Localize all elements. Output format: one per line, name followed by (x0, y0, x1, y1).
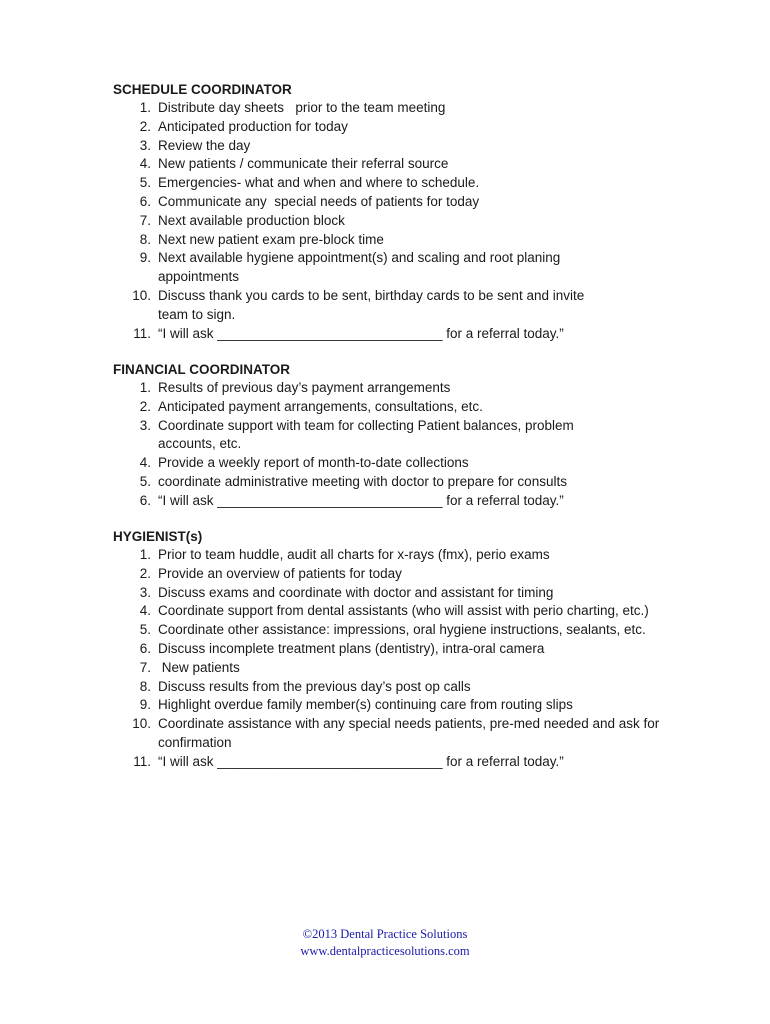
item-number: 5. (139, 473, 151, 489)
schedule-coordinator-section (113, 80, 673, 343)
item-text: Anticipated production for today (158, 118, 348, 134)
item-text: Next available hygiene appointment(s) and scaling and root planing appointments (158, 250, 561, 285)
hygienist-list (113, 546, 673, 772)
item-text: Communicate any special needs of patients for today (158, 193, 480, 209)
list-item (113, 137, 673, 156)
item-text: Discuss results from the previous day’s post op calls (158, 678, 471, 694)
item-number: 8. (139, 231, 151, 247)
item-text: New patients / communicate their referral source (158, 156, 449, 172)
item-text: Review the day (158, 137, 251, 153)
item-number: 11. (133, 753, 151, 769)
section-heading: FINANCIAL COORDINATOR (113, 362, 290, 377)
list-item (113, 398, 673, 417)
item-text: coordinate administrative meeting with doctor to prepare for consults (158, 473, 567, 489)
item-text: “I will ask ______________________________ for a referral today.” (158, 325, 564, 341)
item-text: Highlight overdue family member(s) continuing care from routing slips (158, 697, 573, 713)
item-text: Results of previous day’s payment arrangements (158, 380, 451, 395)
website-link[interactable]: www.dentalpracticesolutions.com (300, 944, 470, 958)
list-item (113, 379, 673, 398)
item-number: 2. (139, 565, 151, 581)
item-number: 11. (133, 325, 151, 341)
item-number: 1. (139, 547, 151, 562)
item-number: 2. (139, 398, 151, 414)
list-item (113, 325, 673, 344)
list-item (113, 212, 673, 231)
item-text: New patients (158, 659, 240, 675)
financial-coordinator-list (113, 379, 673, 511)
list-item (113, 118, 673, 137)
item-text: Emergencies- what and when and where to schedule. (158, 175, 480, 191)
item-text: Discuss exams and coordinate with doctor and assistant for timing (158, 584, 554, 600)
item-text: Next available production block (158, 212, 345, 228)
item-number: 2. (139, 118, 151, 134)
list-item (113, 417, 673, 455)
item-text: Coordinate support with team for collecting Patient balances, problem accounts, etc. (158, 417, 574, 452)
list-item (113, 287, 673, 325)
item-text: Next new patient exam pre-block time (158, 231, 384, 247)
item-number: 1. (139, 380, 151, 395)
item-number: 10. (132, 287, 151, 303)
item-number: 10. (132, 716, 151, 732)
item-text: Discuss thank you cards to be sent, birthday cards to be sent and invite team to sign. (158, 287, 585, 322)
item-number: 7. (139, 212, 151, 228)
list-item (113, 492, 673, 511)
list-item (113, 565, 673, 584)
financial-coordinator-section (113, 360, 673, 511)
list-item (113, 249, 673, 287)
list-item (113, 546, 673, 565)
list-item (113, 602, 673, 621)
item-text: Provide an overview of patients for today (158, 565, 402, 581)
item-text: Coordinate support from dental assistants (who will assist with perio charting, etc.) (158, 603, 649, 619)
section-heading: HYGIENIST(s) (113, 529, 203, 544)
item-text: Coordinate other assistance: impressions, oral hygiene instructions, sealants, etc. (158, 622, 646, 638)
hygienist-section (113, 527, 673, 772)
list-item (113, 155, 673, 174)
item-number: 9. (139, 250, 151, 266)
item-number: 3. (139, 417, 151, 433)
item-number: 3. (139, 137, 151, 153)
item-number: 6. (139, 193, 151, 209)
list-item (113, 473, 673, 492)
item-number: 4. (139, 455, 151, 471)
list-item (113, 696, 673, 715)
item-text: Distribute day sheets prior to the team meeting (158, 100, 446, 115)
list-item (113, 659, 673, 678)
item-number: 5. (139, 175, 151, 191)
item-text: Coordinate assistance with any special needs patients, pre-med needed and ask for confirmation (158, 716, 660, 750)
item-number: 8. (139, 678, 151, 694)
item-number: 4. (139, 603, 151, 619)
list-item (113, 231, 673, 250)
page-footer (0, 926, 770, 960)
list-item (113, 640, 673, 659)
item-number: 5. (139, 622, 151, 638)
list-item (113, 454, 673, 473)
item-number: 7. (139, 659, 151, 675)
item-number: 9. (139, 697, 151, 713)
copyright-text: ©2013 Dental Practice Solutions (302, 927, 468, 941)
list-item (113, 753, 673, 772)
list-item (113, 584, 673, 603)
schedule-coordinator-list (113, 99, 673, 343)
item-text: Prior to team huddle, audit all charts for x-rays (fmx), perio exams (158, 547, 550, 562)
item-number: 3. (139, 584, 151, 600)
item-text: “I will ask ______________________________ for a referral today.” (158, 753, 564, 769)
item-text: Discuss incomplete treatment plans (dentistry), intra-oral camera (158, 640, 545, 656)
item-text: Provide a weekly report of month-to-date collections (158, 455, 469, 471)
list-item (113, 193, 673, 212)
list-item (113, 678, 673, 697)
section-heading: SCHEDULE COORDINATOR (113, 82, 292, 97)
item-number: 4. (139, 156, 151, 172)
list-item (113, 715, 673, 753)
item-number: 6. (139, 640, 151, 656)
list-item (113, 174, 673, 193)
list-item (113, 621, 673, 640)
item-text: “I will ask ______________________________ for a referral today.” (158, 492, 564, 508)
item-number: 6. (139, 492, 151, 508)
item-number: 1. (139, 100, 151, 115)
item-text: Anticipated payment arrangements, consultations, etc. (158, 398, 483, 414)
list-item (113, 99, 673, 118)
